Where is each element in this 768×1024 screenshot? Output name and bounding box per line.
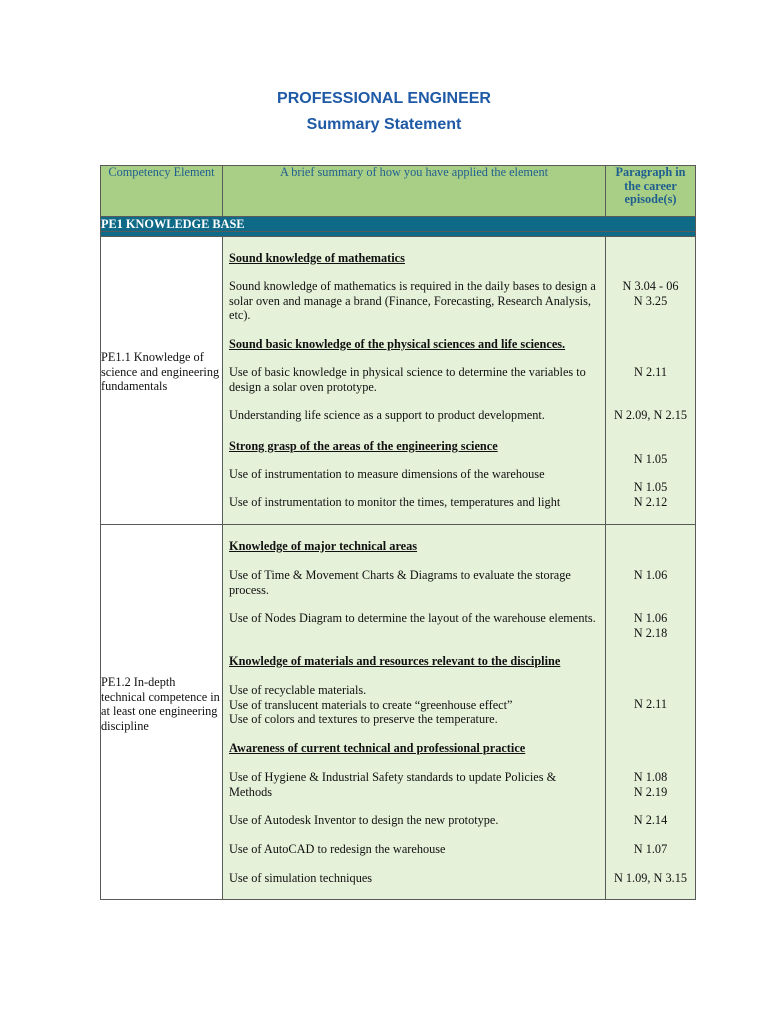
paragraph-ref: N 2.11 xyxy=(633,365,668,379)
summary-item: Use of AutoCAD to redesign the warehouse xyxy=(229,842,446,856)
summary-item: Understanding life science as a support to product development. xyxy=(229,408,545,422)
column-header-summary: A brief summary of how you have applied the element xyxy=(223,166,606,217)
summary-cell xyxy=(223,525,606,900)
summary-cell xyxy=(223,237,606,525)
summary-item: Use of Autodesk Inventor to design the new prototype. xyxy=(229,813,499,827)
paragraph-ref: N 1.05 xyxy=(633,452,668,466)
paragraph-ref: N 1.09, N 3.15 xyxy=(613,871,688,885)
competency-element-cell xyxy=(101,525,223,900)
competency-element-text: PE1.1 Knowledge of science and engineering fundamentals xyxy=(101,350,220,393)
paragraph-ref: N 1.06 N 2.18 xyxy=(633,611,668,640)
paragraph-ref: N 1.05 N 2.12 xyxy=(633,480,668,509)
competency-element-text: PE1.2 In-depth technical competence in at least one engineering discipline xyxy=(101,675,220,733)
paragraph-cell xyxy=(606,525,696,900)
summary-item: Use of Time & Movement Charts & Diagrams to evaluate the storage process. xyxy=(229,568,571,597)
section-title: PE1 KNOWLEDGE BASE xyxy=(101,217,696,232)
summary-table xyxy=(100,165,696,900)
section-row xyxy=(101,217,696,232)
competency-element-cell xyxy=(101,237,223,525)
column-header-competency: Competency Element xyxy=(101,166,223,217)
group-heading: Sound basic knowledge of the physical sciences and life sciences. xyxy=(229,337,566,351)
group-heading: Knowledge of major technical areas xyxy=(229,539,418,553)
group-heading: Sound knowledge of mathematics xyxy=(229,251,405,265)
group-heading: Strong grasp of the areas of the engineering science xyxy=(229,439,498,453)
summary-item: Use of Hygiene & Industrial Safety standards to update Policies & Methods xyxy=(229,770,557,799)
table-row xyxy=(101,525,696,900)
column-header-paragraph: Paragraph in the career episode(s) xyxy=(606,166,696,217)
group-heading: Awareness of current technical and professional practice xyxy=(229,741,526,755)
paragraph-ref: N 2.09, N 2.15 xyxy=(613,408,688,422)
paragraph-ref: N 1.07 xyxy=(633,842,668,856)
summary-item: Use of instrumentation to measure dimensions of the warehouse xyxy=(229,467,545,481)
summary-item: Use of recyclable materials. Use of translucent materials to create “greenhouse effect” Use of colors and textures to preserve the temperature. xyxy=(229,683,513,726)
summary-item: Use of instrumentation to monitor the times, temperatures and light xyxy=(229,495,561,509)
page-title: PROFESSIONAL ENGINEER xyxy=(277,90,491,107)
table-header-row xyxy=(101,166,696,217)
summary-item: Use of Nodes Diagram to determine the layout of the warehouse elements. xyxy=(229,611,596,625)
summary-item: Use of basic knowledge in physical science to determine the variables to design a solar oven prototype. xyxy=(229,365,586,394)
paragraph-ref: N 2.11 xyxy=(633,697,668,711)
paragraph-ref: N 1.08 N 2.19 xyxy=(633,770,668,799)
summary-item: Use of simulation techniques xyxy=(229,871,373,885)
paragraph-ref: N 2.14 xyxy=(633,813,668,827)
group-heading: Knowledge of materials and resources relevant to the discipline xyxy=(229,654,561,668)
paragraph-ref: N 1.06 xyxy=(633,568,668,582)
table-row xyxy=(101,237,696,525)
page-subtitle: Summary Statement xyxy=(306,116,462,133)
paragraph-cell xyxy=(606,237,696,525)
paragraph-ref: N 3.04 - 06 N 3.25 xyxy=(622,279,679,308)
summary-item: Sound knowledge of mathematics is required in the daily bases to design a solar oven and manage a brand (Finance, Forecasting, Research Analysis, etc). xyxy=(229,279,596,322)
